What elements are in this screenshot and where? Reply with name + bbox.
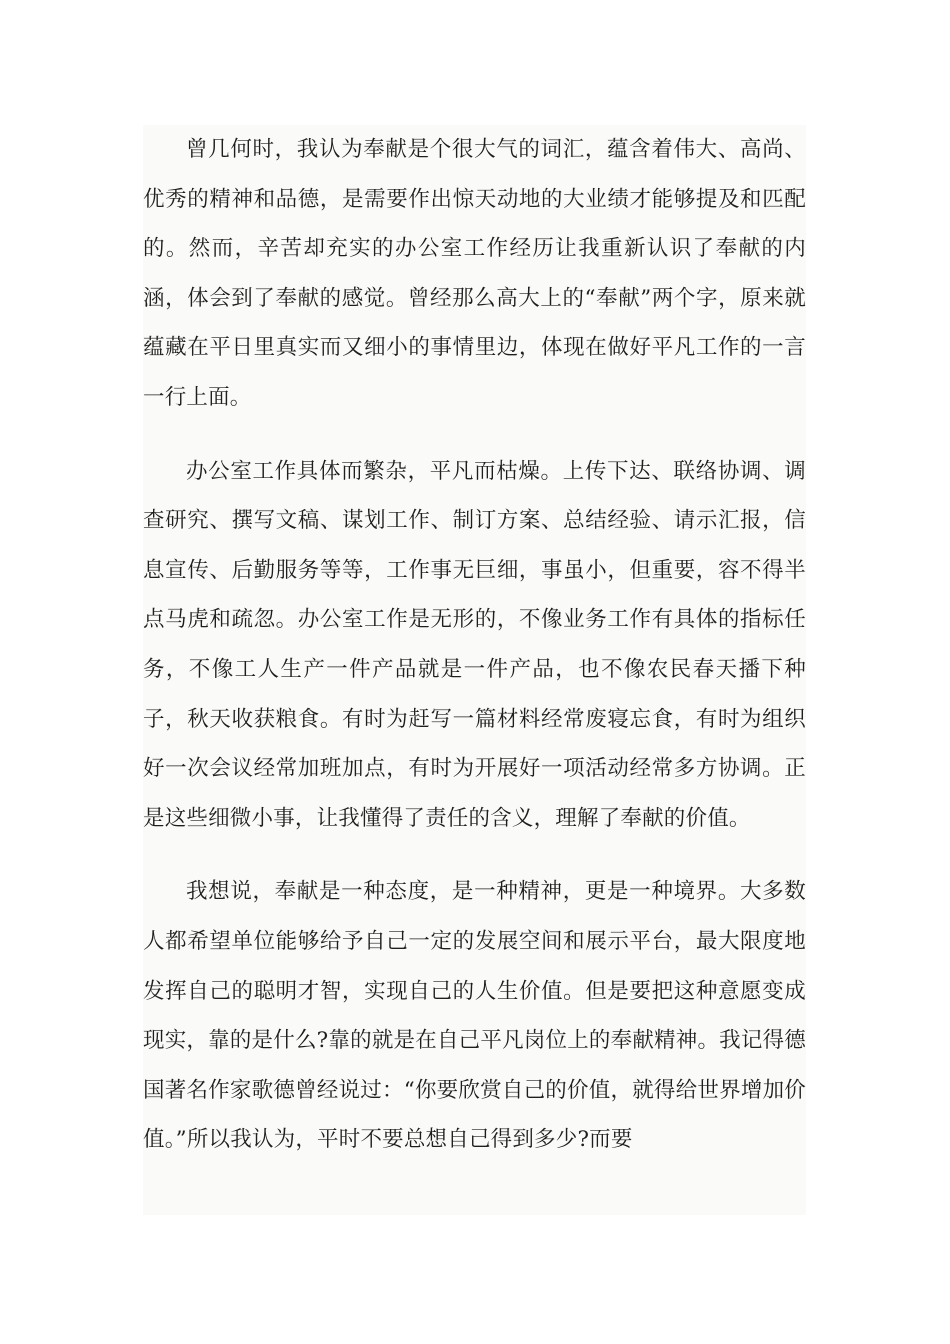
paragraph-2: 办公室工作具体而繁杂，平凡而枯燥。上传下达、联络协调、调查研究、撰写文稿、谋划工作、制订方案、总结经验、请示汇报，信息宣传、后勤服务等等，工作事无巨细，事虽小，但重要，容不得半点马虎和疏忽。办公室工作是无形的，不像业务工作有具体的指标任务，不像工人生产一件产品就是一件产品，也不像农民春天播下种子，秋天收获粮食。有时为赶写一篇材料经常废寝忘食，有时为组织好一次会议经常加班加点，有时为开展好一项活动经常多方协调。正是这些细微小事，让我懂得了责任的含义，理解了奉献的价值。 xyxy=(143,458,806,831)
paragraph-3: 我想说，奉献是一种态度，是一种精神，更是一种境界。大多数人都希望单位能够给予自己一定的发展空间和展示平台，最大限度地发挥自己的聪明才智，实现自己的人生价值。但是要把这种意愿变成现实，靠的是什么?靠的就是在自己平凡岗位上的奉献精神。我记得德国著名作家歌德曾经说过：“你要欣赏自己的价值，就得给世界增加价值。”所以我认为，平时不要总想自己得到多少?而要 xyxy=(143,879,806,1153)
document-body xyxy=(143,125,806,1215)
paragraph-1: 曾几何时，我认为奉献是个很大气的词汇，蕴含着伟大、高尚、优秀的精神和品德，是需要作出惊天动地的大业绩才能够提及和匹配的。然而，辛苦却充实的办公室工作经历让我重新认识了奉献的内涵，体会到了奉献的感觉。曾经那么高大上的“奉献”两个字，原来就蕴藏在平日里真实而又细小的事情里边，体现在做好平凡工作的一言一行上面。 xyxy=(143,137,806,410)
